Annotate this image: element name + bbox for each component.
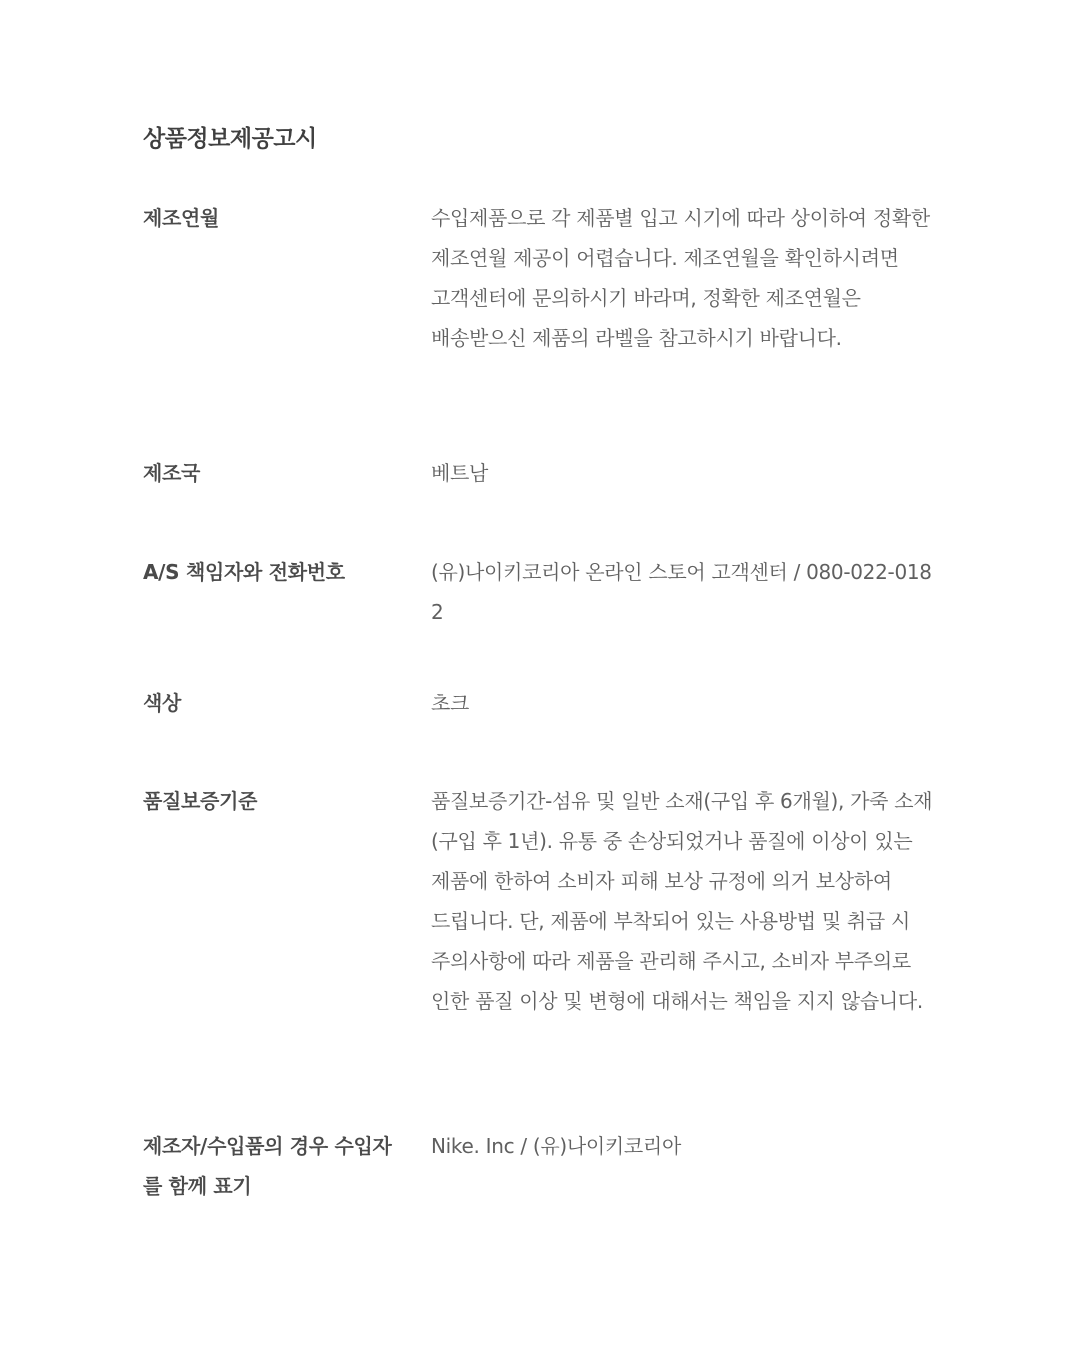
row-label: 품질보증기준 (143, 789, 258, 813)
row-value: (유)나이키코리아 온라인 스토어 고객센터 / 080-022-0182 (431, 560, 932, 624)
row-value: Nike. Inc / (유)나이키코리아 (431, 1134, 681, 1158)
row-label: 제조연월 (143, 206, 220, 230)
page-title: 상품정보제공고시 (143, 126, 317, 152)
row-value: 베트남 (431, 461, 489, 485)
row-value: 초크 (431, 691, 470, 715)
row-value: 수입제품으로 각 제품별 입고 시기에 따라 상이하여 정확한 제조연월 제공이 어렵습니다. 제조연월을 확인하시려면 고객센터에 문의하시기 바라며, 정확한 제조연월은 배송받으신 제품의 라벨을 참고하시기 바랍니다. (431, 206, 930, 350)
row-label: 제조자/수입품의 경우 수입자를 함께 표기 (143, 1134, 392, 1198)
row-label: 색상 (143, 691, 182, 715)
row-value: 품질보증기간-섬유 및 일반 소재(구입 후 6개월), 가죽 소재(구입 후 1년). 유통 중 손상되었거나 품질에 이상이 있는 제품에 한하여 소비자 피해 보상 규정에 의거 보상하여 드립니다. 단, 제품에 부착되어 있는 사용방법 및 취급 시 주의사항에 따라 제품을 관리해 주시고, 소비자 부주의로 인한 품질 이상 및 변형에 대해서는 책임을 지지 않습니다. (431, 789, 933, 1013)
row-label: 제조국 (143, 461, 201, 485)
row-label: A/S 책임자와 전화번호 (143, 560, 345, 584)
